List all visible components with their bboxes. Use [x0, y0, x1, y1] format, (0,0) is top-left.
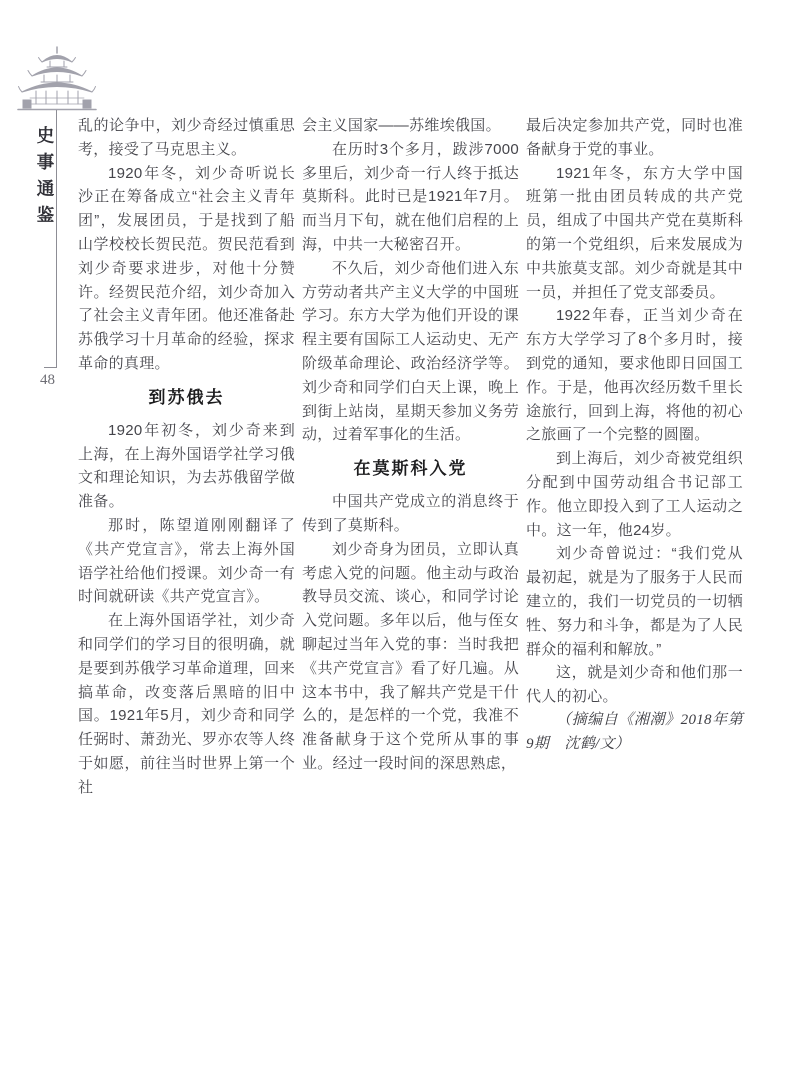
- paragraph: 刘少奇身为团员，立即认真考虑入党的问题。他主动与政治教导员交流、谈心，和同学讨论入党问题。多年以后，他与侄女聊起过当年入党的事：当时我把《共产党宣言》看了好几遍。从这本书中，我了解共产党是干什么的，是怎样的一个党，我准不准备献身于这个党所从事的事业。经过一段时间的深思熟虑，: [302, 540, 519, 772]
- source-citation: （摘编自《湘潮》2018年第9期 沈鹤/文）: [526, 711, 743, 752]
- paragraph: 乱的论争中，刘少奇经过慎重思考，接受了马克思主义。: [78, 117, 295, 158]
- paragraph: 到上海后，刘少奇被党组织分配到中国劳动组合书记部工作。他立即投入到了工人运动之中。这一年，他24岁。: [526, 450, 743, 539]
- section-heading-to-soviet-russia: 到苏俄去: [148, 387, 225, 407]
- paragraph: 刘少奇曾说过：“我们党从最初起，就是为了服务于人民而建立的，我们一切党员的一切牺牲、努力和斗争，都是为了人民群众的福利和解放。”: [526, 545, 743, 658]
- paragraph: 这，就是刘少奇和他们那一代人的初心。: [526, 664, 743, 706]
- paragraph: 会主义国家——苏维埃俄国。: [302, 117, 501, 134]
- section-title-vertical: 史事通鉴: [35, 126, 55, 232]
- paragraph: 最后决定参加共产党，同时也准备献身于党的事业。: [526, 117, 743, 158]
- paragraph: 1921年冬，东方大学中国班第一批由团员转成的共产党员，组成了中国共产党在莫斯科的第一个党组织，后来发展成为中共旅莫支部。刘少奇就是其中一员，并担任了党支部委员。: [526, 164, 743, 301]
- pavilion-tower-icon: [16, 46, 98, 112]
- page-number: 48: [40, 372, 55, 388]
- paragraph: 不久后，刘少奇他们进入东方劳动者共产主义大学的中国班学习。东方大学为他们开设的课程主要有国际工人运动史、无产阶级革命理论、政治经济学等。刘少奇和同学们白天上课，晚上到街上站岗，星期天参加义务劳动，过着军事化的生活。: [302, 259, 519, 444]
- paragraph: 1920年初冬，刘少奇来到上海，在上海外国语学社学习俄文和理论知识，为去苏俄留学做准备。: [78, 421, 295, 511]
- paragraph: 在历时3个多月，跋涉7000多里后，刘少奇一行人终于抵达莫斯科。此时已是1921年7月。而当月下旬，就在他们启程的上海，中共一大秘密召开。: [302, 140, 519, 253]
- text-column-3: [526, 114, 743, 757]
- paragraph: 那时，陈望道刚刚翻译了《共产党宣言》，常去上海外国语学社给他们授课。刘少奇一有时间就研读《共产党宣言》。: [78, 516, 295, 606]
- sidebar-divider-tick: [44, 367, 57, 368]
- text-column-2: [302, 114, 519, 776]
- paragraph: 1922年春，正当刘少奇在东方大学学习了8个多月时，接到党的通知，要求他即日回国工作。于是，他再次经历数千里长途旅行，回到上海，将他的初心之旅画了一个完整的圆圈。: [526, 307, 743, 444]
- text-column-1: [78, 114, 295, 800]
- paragraph: 1920年冬，刘少奇听说长沙正在筹备成立“社会主义青年团”，发展团员，于是找到了船山学校校长贺民范。贺民范看到刘少奇要求进步，对他十分赞许。经贺民范介绍，刘少奇加入了社会主义青年团。他还准备赴苏俄学习十月革命的经验，探求革命的真理。: [78, 164, 295, 372]
- section-heading-join-party-in-moscow: 在莫斯科入党: [353, 459, 468, 479]
- paragraph: 在上海外国语学社，刘少奇和同学们的学习目的很明确，就是要到苏俄学习革命道理，回来搞革命，改变落后黑暗的旧中国。1921年5月，刘少奇和同学任弼时、萧劲光、罗亦农等人终于如愿，前往当时世界上第一个社: [78, 612, 295, 796]
- paragraph: 中国共产党成立的消息终于传到了莫斯科。: [302, 493, 519, 534]
